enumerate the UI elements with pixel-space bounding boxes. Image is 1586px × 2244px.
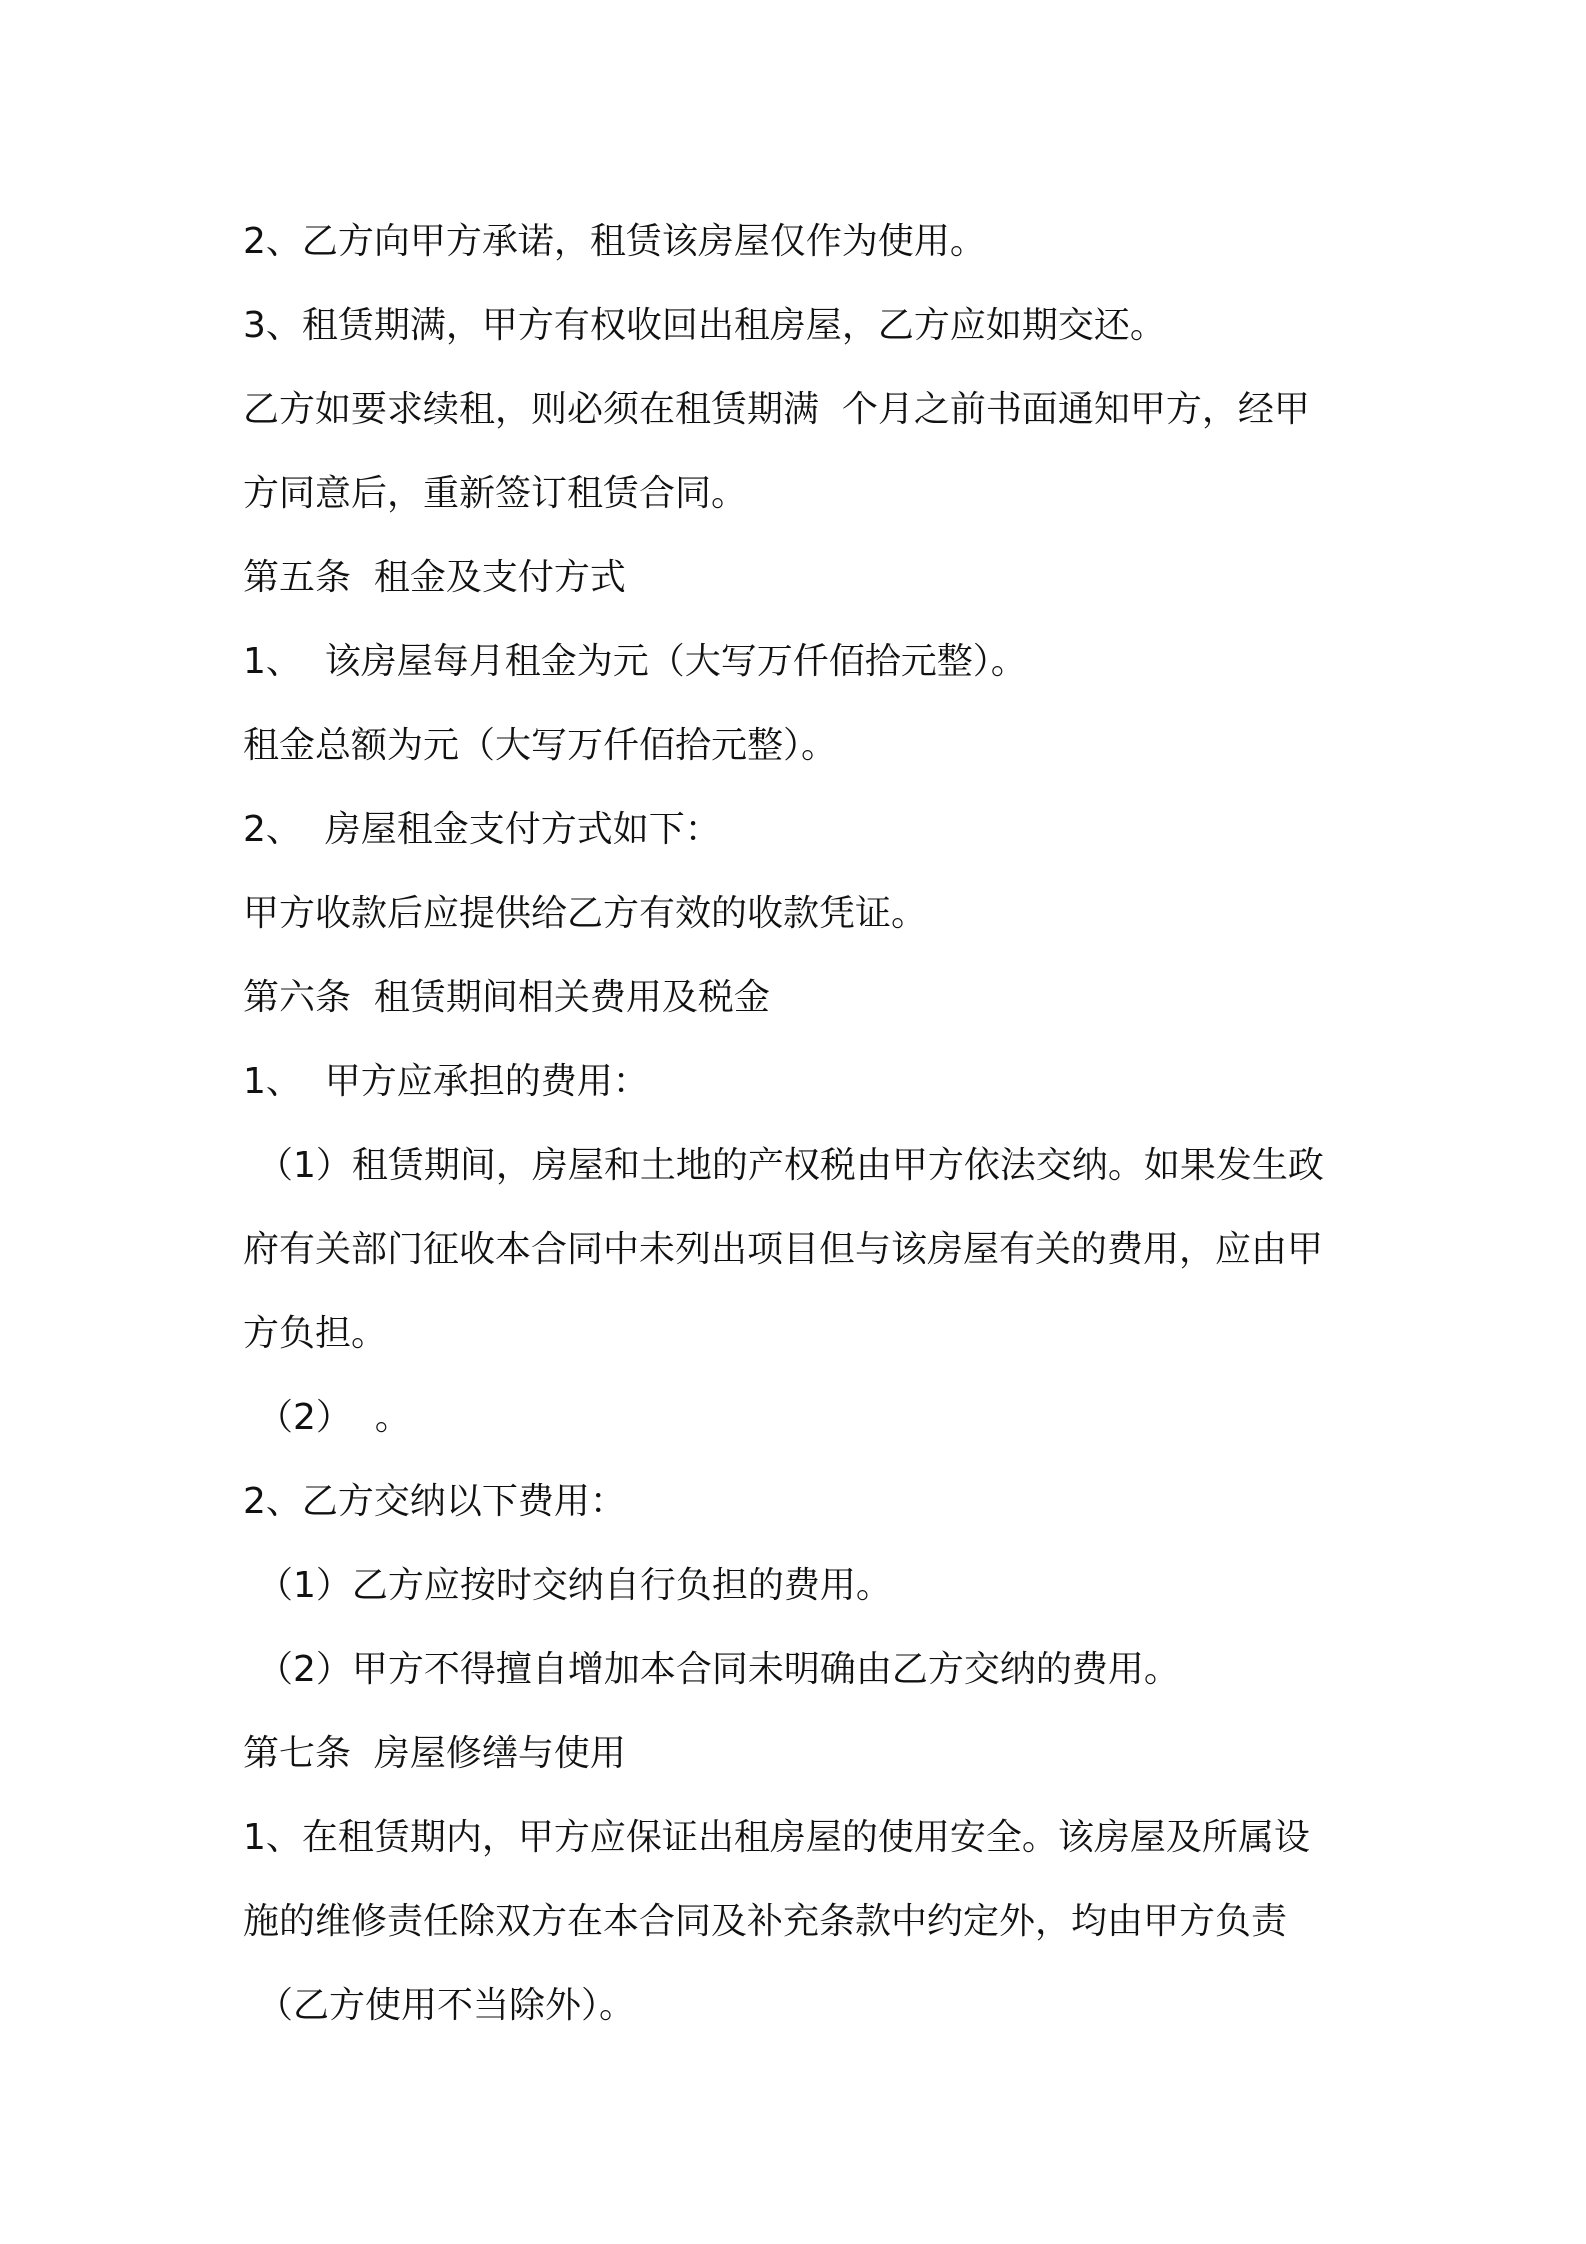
clause-line: 方负担。 [243, 1313, 388, 1354]
clause-line: 府有关部门征收本合同中未列出项目但与该房屋有关的费用，应由甲 [243, 1229, 1324, 1270]
clause-line: 3、租赁期满，甲方有权收回出租房屋，乙方应如期交还。 [243, 305, 1166, 346]
clause-line: 2、 房屋租金支付方式如下： [243, 809, 721, 850]
clause-line: 1、 甲方应承担的费用： [243, 1061, 649, 1102]
sub-clause-line: （1）乙方应按时交纳自行负担的费用。 [257, 1565, 892, 1606]
sub-clause-line: （2） 。 [257, 1397, 411, 1438]
clause-line: 方同意后，重新签订租赁合同。 [243, 473, 748, 514]
clause-line: 1、在租赁期内，甲方应保证出租房屋的使用安全。该房屋及所属设 [243, 1817, 1310, 1858]
article-heading-5: 第五条 租金及支付方式 [243, 557, 626, 598]
clause-line: 2、乙方交纳以下费用： [243, 1481, 626, 1522]
clause-line: 施的维修责任除双方在本合同及补充条款中约定外，均由甲方负责 [243, 1901, 1288, 1942]
article-heading-6: 第六条 租赁期间相关费用及税金 [243, 977, 770, 1018]
clause-line: 甲方收款后应提供给乙方有效的收款凭证。 [243, 893, 928, 934]
clause-line: （乙方使用不当除外）。 [257, 1985, 636, 2026]
document-body [243, 200, 1363, 2048]
clause-line: 乙方如要求续租，则必须在租赁期满 个月之前书面通知甲方，经甲 [243, 389, 1310, 430]
sub-clause-line: （2）甲方不得擅自增加本合同未明确由乙方交纳的费用。 [257, 1649, 1180, 1690]
article-heading-7: 第七条 房屋修缮与使用 [243, 1733, 626, 1774]
sub-clause-line: （1）租赁期间，房屋和土地的产权税由甲方依法交纳。如果发生政 [257, 1145, 1324, 1186]
clause-line: 1、 该房屋每月租金为元（大写万仟佰拾元整）。 [243, 641, 1027, 682]
clause-line: 2、乙方向甲方承诺，租赁该房屋仅作为使用。 [243, 221, 986, 262]
clause-line: 租金总额为元（大写万仟佰拾元整）。 [243, 725, 838, 766]
